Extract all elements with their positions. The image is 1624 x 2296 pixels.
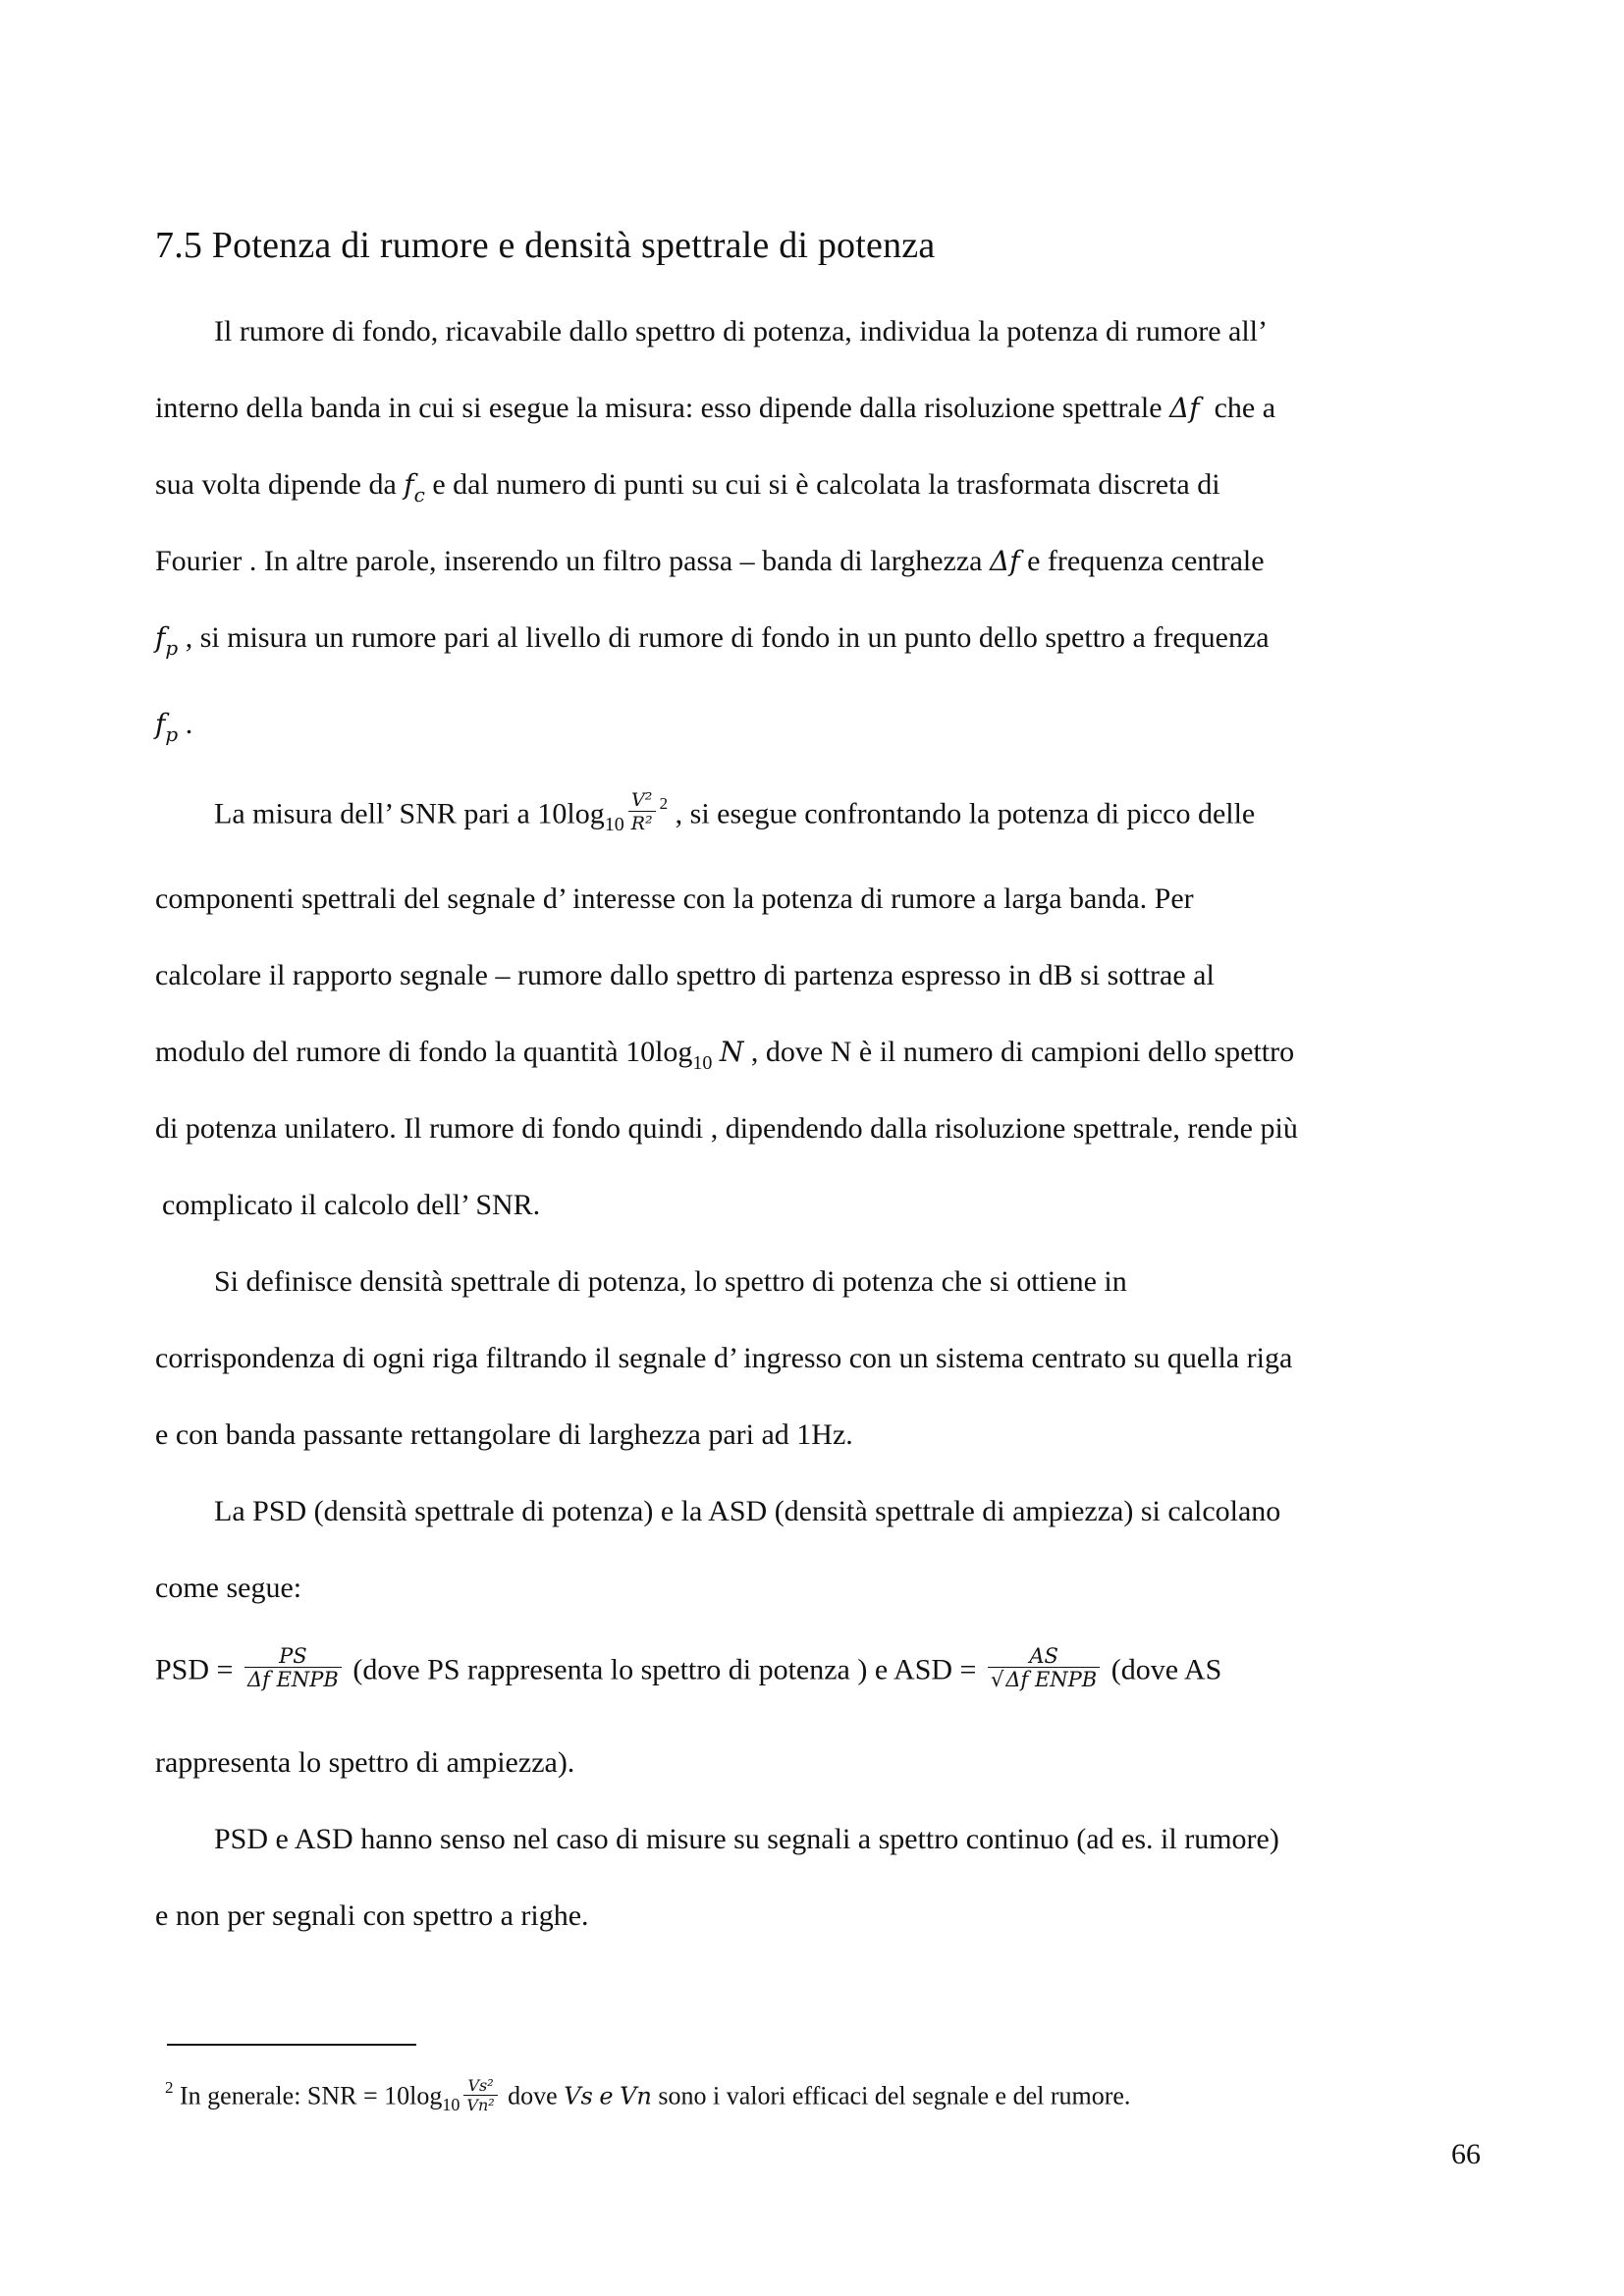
fraction-numerator: PS	[244, 1645, 342, 1668]
paragraph-2-line-6	[162, 1186, 540, 1225]
math-e: e	[599, 2082, 614, 2110]
text-span: di potenza unilatero. Il rumore di fondo quindi , dipendendo dalla risoluzione spettrale, rende più	[155, 1112, 1298, 1145]
fraction-numerator: V²	[628, 789, 656, 812]
text-span: , si misura un rumore pari al livello di rumore di fondo in un punto dello spettro a frequenza	[185, 621, 1270, 654]
text-span: In generale: SNR = 10log	[180, 2081, 443, 2110]
text-span: PSD e ASD hanno senso nel caso di misure su segnali a spettro continuo (ad es. il rumore)	[214, 1823, 1279, 1855]
psd-label: PSD =	[155, 1653, 234, 1686]
formula-continuation-line	[155, 1743, 574, 1783]
paragraph-1-line-4	[155, 542, 1265, 581]
paragraph-1-line-3	[155, 465, 1220, 507]
fraction-numerator: Vs²	[463, 2077, 497, 2096]
paragraph-5-line-2	[155, 1896, 589, 1936]
paragraph-4-line-2	[155, 1569, 301, 1608]
math-vn: Vn	[620, 2082, 652, 2110]
paragraph-5-line-1	[214, 1820, 1279, 1859]
fraction-denominator: Vn²	[466, 2096, 495, 2114]
text-span: sua volta dipende da	[155, 468, 397, 501]
fraction-numerator: AS	[988, 1645, 1100, 1668]
text-span: (dove PS rappresenta lo spettro di potenza ) e ASD =	[352, 1653, 977, 1686]
math-subscript: 10	[604, 814, 624, 836]
text-span: Si definisce densità spettrale di potenza, lo spettro di potenza che si ottiene in	[214, 1265, 1127, 1298]
text-span: e frequenza centrale	[1027, 545, 1265, 577]
text-span: che a	[1214, 392, 1276, 424]
paragraph-2-line-4	[155, 1033, 1294, 1075]
psd-fraction	[244, 1645, 342, 1691]
math-subscript: 10	[692, 1052, 713, 1074]
math-delta-f: Δf	[1169, 392, 1200, 424]
math-f: f	[155, 708, 166, 740]
text-span: .	[185, 708, 193, 740]
math-f: f	[404, 468, 414, 501]
sqrt-radicand: Δf ENPB	[1005, 1668, 1098, 1691]
text-span: complicato il calcolo dell’ SNR.	[162, 1189, 541, 1221]
paragraph-1-line-5	[155, 618, 1270, 660]
psd-asd-formula-line	[155, 1644, 1222, 1695]
paragraph-2-line-1	[214, 789, 1256, 839]
text-span: (dove AS	[1110, 1653, 1222, 1686]
text-span: modulo del rumore di fondo la quantità 10log	[155, 1036, 693, 1068]
fraction-denominator	[988, 1668, 1100, 1691]
text-span: interno della banda in cui si esegue la misura: esso dipende dalla risoluzione spettrale	[155, 392, 1163, 424]
math-subscript: p	[165, 636, 179, 660]
text-span: , dove N è il numero di campioni dello spettro	[750, 1036, 1295, 1068]
paragraph-1-line-6	[155, 705, 192, 746]
math-subscript: c	[413, 483, 425, 507]
text-span: e non per segnali con spettro a righe.	[155, 1899, 589, 1932]
text-span: corrispondenza di ogni riga filtrando il segnale d’ ingresso con un sistema centrato su quella riga	[155, 1342, 1293, 1374]
text-span: , si esegue confrontando la potenza di picco delle	[675, 797, 1256, 830]
math-n: N	[719, 1036, 744, 1068]
text-span: e con banda passante rettangolare di larghezza pari ad 1Hz.	[155, 1418, 853, 1451]
footnote-reference[interactable]: 2	[659, 794, 669, 814]
section-heading: 7.5 Potenza di rumore e densità spettrale di potenza	[155, 225, 936, 266]
footnote-2	[165, 2076, 1131, 2117]
footnote-separator	[167, 2044, 416, 2046]
paragraph-1-line-2	[155, 389, 1275, 428]
text-span: componenti spettrali del segnale d’ interesse con la potenza di rumore a larga banda. Per	[155, 882, 1194, 915]
text-span: rappresenta lo spettro di ampiezza).	[155, 1746, 575, 1779]
footnote-mark: 2	[165, 2078, 174, 2098]
paragraph-3-line-1	[214, 1262, 1127, 1302]
math-vs: Vs	[564, 2082, 593, 2110]
text-span: calcolare il rapporto segnale – rumore dallo spettro di partenza espresso in dB si sottrae al	[155, 959, 1215, 991]
text-span: dove	[508, 2081, 558, 2110]
math-delta-f: Δf	[989, 545, 1020, 577]
text-span: e dal numero di punti su cui si è calcolata la trasformata discreta di	[432, 468, 1220, 501]
footnote-fraction	[463, 2077, 497, 2115]
paragraph-3-line-2	[155, 1339, 1292, 1378]
text-span: sono i valori efficaci del segnale e del rumore.	[658, 2081, 1131, 2110]
paragraph-2-line-3	[155, 956, 1215, 995]
text-span: La PSD (densità spettrale di potenza) e la ASD (densità spettrale di ampiezza) si calcolano	[214, 1495, 1281, 1527]
math-fc	[404, 468, 425, 507]
paragraph-4-line-1	[214, 1492, 1280, 1531]
text-span: La misura dell’ SNR pari a 10log	[214, 797, 605, 830]
page-number: 66	[1451, 2138, 1481, 2170]
paragraph-2-line-5	[155, 1109, 1298, 1148]
math-subscript: 10	[442, 2095, 460, 2115]
math-subscript: p	[165, 722, 179, 746]
math-f: f	[155, 621, 166, 654]
paragraph-1-line-1	[214, 312, 1268, 351]
math-fp	[155, 708, 179, 746]
fraction-denominator: Δf ENPB	[246, 1668, 339, 1691]
sqrt-symbol: √	[990, 1668, 1004, 1691]
text-span: Fourier . In altre parole, inserendo un filtro passa – banda di larghezza	[155, 545, 983, 577]
paragraph-2-line-2	[155, 880, 1194, 919]
text-span: come segue:	[155, 1572, 302, 1604]
asd-fraction	[988, 1645, 1100, 1691]
text-span: Il rumore di fondo, ricavabile dallo spettro di potenza, individua la potenza di rumore all’	[214, 315, 1268, 347]
math-fp	[155, 621, 179, 660]
fraction-denominator: R²	[630, 813, 653, 834]
paragraph-3-line-3	[155, 1415, 853, 1455]
fraction-v2-r2	[628, 789, 656, 835]
